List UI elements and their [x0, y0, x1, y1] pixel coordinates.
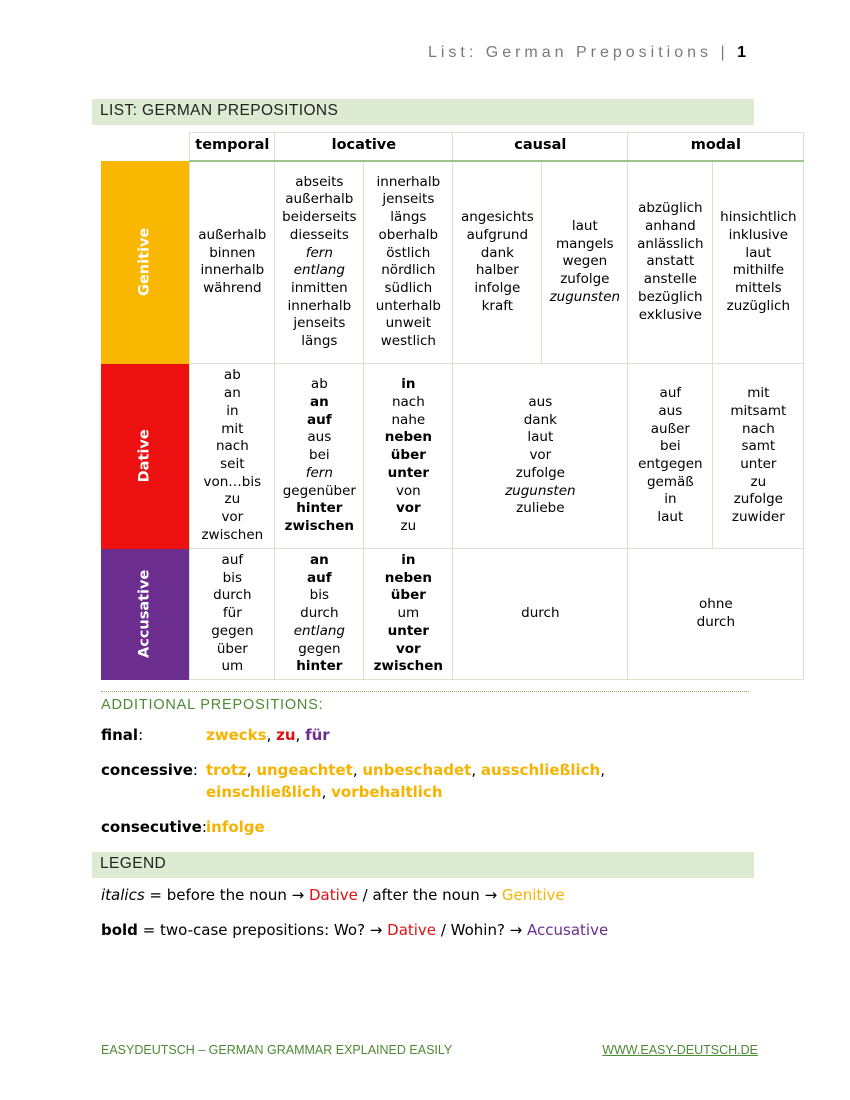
- preposition: anstelle: [643, 271, 697, 288]
- cell-accusative-causal: [453, 549, 628, 680]
- preposition: durch: [696, 614, 736, 630]
- preposition: um: [221, 658, 244, 675]
- preposition: von: [395, 482, 421, 499]
- preposition: jenseits: [293, 315, 346, 332]
- preposition: an: [309, 394, 329, 411]
- section-title: LIST: GERMAN PREPOSITIONS: [100, 102, 339, 119]
- text-run: unbeschadet: [362, 761, 472, 779]
- text-run: Dative: [308, 886, 358, 904]
- table-row-dative: [101, 364, 804, 549]
- preposition: hinsichtlich: [720, 209, 797, 226]
- preposition: auf: [221, 552, 244, 569]
- text-run: infolge: [206, 818, 265, 836]
- cell-genitive-modal-2: [713, 161, 804, 364]
- table-row-genitive: [101, 161, 804, 364]
- preposition: innerhalb: [376, 173, 441, 190]
- preposition: zufolge: [733, 491, 783, 508]
- legend-bold-line: [101, 921, 608, 939]
- preposition: zu: [224, 491, 241, 508]
- preposition: unter: [740, 456, 777, 472]
- concessive-label: concessive:: [101, 761, 198, 779]
- page-header: [428, 44, 746, 62]
- text-run: Genitive: [501, 886, 565, 904]
- text-run: Dative: [387, 921, 437, 939]
- legend-title-bar: [92, 852, 754, 878]
- preposition: oberhalb: [378, 226, 439, 243]
- preposition: abseits: [295, 173, 344, 190]
- legend-italics-line: [101, 886, 565, 904]
- preposition: entlang: [293, 262, 345, 279]
- preposition: hinter: [296, 500, 343, 517]
- preposition: über: [390, 587, 426, 604]
- preposition: aus: [307, 429, 332, 446]
- cell-dative-locative-2: [364, 364, 453, 549]
- section-title-bar: [92, 99, 754, 125]
- preposition: nach: [391, 394, 425, 411]
- preposition: gegenüber: [282, 482, 356, 499]
- preposition: mithilfe: [732, 262, 784, 279]
- text-run: ,: [321, 783, 332, 801]
- column-header-locative: locative: [275, 133, 453, 161]
- preposition: zwischen: [284, 517, 355, 534]
- cell-genitive-causal-2: [542, 161, 628, 364]
- preposition: in: [664, 491, 677, 508]
- preposition: unter: [387, 464, 430, 481]
- cell-genitive-modal-1: [628, 161, 713, 364]
- final-row: [101, 724, 701, 748]
- final-values: [206, 724, 706, 746]
- prepositions-table: [101, 132, 804, 680]
- preposition: von…bis: [203, 473, 262, 490]
- text-run: / after the noun →: [357, 886, 502, 904]
- preposition: bei: [660, 438, 681, 455]
- preposition: vor: [395, 640, 421, 657]
- preposition: dank: [523, 411, 557, 428]
- preposition: ohne: [699, 596, 733, 613]
- preposition: diesseits: [289, 226, 349, 243]
- text-run: ausschließlich: [480, 761, 601, 779]
- preposition: zuzüglich: [726, 297, 791, 314]
- preposition: dank: [480, 244, 514, 261]
- preposition: binnen: [209, 244, 256, 261]
- preposition: laut: [571, 217, 598, 234]
- preposition: bei: [309, 447, 330, 464]
- column-header-modal: modal: [628, 133, 804, 161]
- column-header-temporal: temporal: [190, 133, 275, 161]
- consecutive-label: consecutive:: [101, 818, 207, 836]
- preposition: durch: [300, 605, 339, 622]
- table-header-row: [101, 133, 804, 161]
- preposition: nahe: [391, 411, 426, 428]
- preposition: nördlich: [381, 262, 436, 279]
- preposition: bezüglich: [638, 288, 703, 305]
- preposition: für: [222, 605, 242, 622]
- preposition: aus: [658, 402, 683, 419]
- preposition: zuliebe: [516, 500, 565, 517]
- text-run: Accusative: [527, 921, 609, 939]
- text-run: ,: [352, 761, 363, 779]
- cell-genitive-temporal: [190, 161, 275, 364]
- cell-dative-locative-1: [275, 364, 364, 549]
- preposition: zufolge: [515, 464, 565, 481]
- preposition: um: [397, 605, 420, 622]
- preposition: entlang: [293, 622, 345, 639]
- preposition: innerhalb: [200, 262, 265, 279]
- preposition: neben: [384, 569, 432, 586]
- cell-accusative-modal: [628, 549, 804, 680]
- header-corner: [101, 133, 190, 161]
- preposition: kraft: [481, 297, 514, 314]
- preposition: in: [401, 552, 416, 569]
- preposition: hinter: [296, 658, 343, 675]
- text-run: / Wohin? →: [436, 921, 528, 939]
- preposition: an: [309, 552, 329, 569]
- preposition: östlich: [386, 244, 431, 261]
- preposition: aus: [528, 394, 553, 411]
- preposition: an: [223, 385, 241, 402]
- preposition: mit: [747, 385, 770, 402]
- preposition: durch: [213, 587, 252, 604]
- preposition: außerhalb: [198, 226, 267, 243]
- text-run: ,: [471, 761, 481, 779]
- preposition: bis: [309, 587, 330, 604]
- preposition: fern: [305, 244, 333, 261]
- preposition: mit: [221, 420, 244, 437]
- header-separator: |: [720, 44, 729, 61]
- preposition: anstatt: [646, 253, 695, 270]
- section-divider: [101, 691, 749, 692]
- preposition: gemäß: [646, 473, 694, 490]
- preposition: über: [216, 640, 248, 657]
- preposition: inmitten: [291, 279, 348, 296]
- preposition: westlich: [380, 333, 436, 350]
- text-run: zwecks: [206, 726, 267, 744]
- preposition: anlässlich: [637, 235, 704, 252]
- preposition: zugunsten: [505, 482, 576, 499]
- cell-accusative-locative-1: [275, 549, 364, 680]
- preposition: aufgrund: [466, 226, 529, 243]
- preposition: wegen: [562, 253, 608, 270]
- preposition: neben: [384, 429, 432, 446]
- page-number: 1: [737, 44, 746, 61]
- preposition: seit: [220, 456, 245, 472]
- preposition: fern: [305, 464, 333, 481]
- text-run: ,: [295, 726, 306, 744]
- preposition: zuwider: [731, 509, 785, 526]
- preposition: mittels: [735, 279, 782, 296]
- text-run: ,: [600, 761, 605, 779]
- cell-genitive-locative-2: [364, 161, 453, 364]
- preposition: durch: [521, 605, 560, 622]
- preposition: südlich: [384, 279, 433, 296]
- preposition: in: [226, 402, 239, 419]
- header-title: List: German Prepositions: [427, 44, 713, 61]
- preposition: während: [203, 279, 262, 296]
- preposition: zwischen: [201, 526, 264, 543]
- preposition: zugunsten: [549, 288, 621, 305]
- preposition: unterhalb: [375, 297, 441, 314]
- legend-title: LEGEND: [100, 855, 167, 872]
- case-label-dative: Dative: [101, 364, 190, 549]
- text-run: vorbehaltlich: [331, 783, 443, 801]
- text-run: ,: [246, 761, 257, 779]
- preposition: mitsamt: [730, 402, 787, 419]
- text-run: zu: [276, 726, 296, 744]
- preposition: unweit: [385, 315, 432, 332]
- preposition: über: [390, 447, 426, 464]
- preposition: zwischen: [373, 658, 444, 675]
- concessive-row: [101, 759, 721, 805]
- preposition: gegen: [211, 622, 254, 639]
- text-run: für: [305, 726, 330, 744]
- preposition: außer: [650, 420, 690, 437]
- preposition: samt: [741, 438, 776, 455]
- column-header-causal: causal: [453, 133, 628, 161]
- cell-dative-modal-2: [713, 364, 804, 549]
- preposition: gegen: [298, 640, 341, 657]
- cell-dative-temporal: [190, 364, 275, 549]
- preposition: exklusive: [638, 306, 702, 323]
- preposition: nach: [741, 420, 775, 437]
- preposition: laut: [657, 509, 684, 526]
- case-label-accusative: Accusative: [101, 549, 190, 680]
- preposition: inklusive: [728, 226, 789, 243]
- text-run: ungeachtet: [256, 761, 353, 779]
- preposition: jenseits: [382, 191, 435, 208]
- cell-accusative-temporal: [190, 549, 275, 680]
- preposition: mangels: [556, 235, 614, 252]
- preposition: bis: [222, 569, 243, 586]
- text-run: = two-case prepositions: Wo? →: [137, 921, 388, 939]
- final-label: final:: [101, 726, 144, 744]
- preposition: anhand: [644, 217, 696, 234]
- preposition: abzüglich: [638, 200, 703, 217]
- text-run: einschließlich: [206, 783, 322, 801]
- preposition: innerhalb: [287, 297, 352, 314]
- case-label-genitive: Genitive: [101, 161, 190, 364]
- preposition: unter: [387, 622, 430, 639]
- text-run: ,: [266, 726, 277, 744]
- additional-prepositions-title: ADDITIONAL PREPOSITIONS:: [101, 697, 324, 713]
- preposition: beiderseits: [282, 209, 357, 226]
- preposition: laut: [527, 429, 554, 446]
- cell-genitive-locative-1: [275, 161, 364, 364]
- preposition: infolge: [474, 279, 521, 296]
- footer-brand: EASYDEUTSCH – GERMAN GRAMMAR EXPLAINED EASILY: [101, 1043, 453, 1057]
- preposition: auf: [307, 411, 332, 428]
- consecutive-values: [206, 816, 706, 838]
- preposition: in: [401, 376, 416, 393]
- preposition: längs: [390, 209, 427, 226]
- preposition: zu: [750, 473, 767, 490]
- preposition: außerhalb: [285, 191, 354, 208]
- text-run: bold: [101, 921, 138, 939]
- table-row-accusative: [101, 549, 804, 680]
- preposition: zu: [400, 517, 417, 534]
- text-run: italics: [101, 886, 145, 904]
- preposition: nach: [215, 438, 249, 455]
- preposition: vor: [221, 509, 244, 526]
- cell-accusative-locative-2: [364, 549, 453, 680]
- preposition: auf: [659, 385, 682, 402]
- footer-website-link[interactable]: WWW.EASY-DEUTSCH.DE: [602, 1043, 758, 1057]
- preposition: vor: [529, 447, 552, 464]
- preposition: auf: [307, 569, 332, 586]
- preposition: entgegen: [638, 456, 703, 472]
- preposition: ab: [223, 367, 241, 384]
- cell-genitive-causal-1: [453, 161, 542, 364]
- text-run: = before the noun →: [144, 886, 309, 904]
- concessive-values: [206, 759, 686, 803]
- consecutive-row: [101, 816, 701, 840]
- preposition: längs: [301, 333, 338, 350]
- preposition: laut: [745, 244, 772, 261]
- cell-dative-modal-1: [628, 364, 713, 549]
- text-run: trotz: [206, 761, 247, 779]
- cell-dative-causal: [453, 364, 628, 549]
- preposition: vor: [395, 500, 421, 517]
- preposition: zufolge: [560, 271, 610, 288]
- preposition: halber: [475, 262, 519, 279]
- preposition: angesichts: [460, 209, 534, 226]
- preposition: ab: [310, 376, 328, 393]
